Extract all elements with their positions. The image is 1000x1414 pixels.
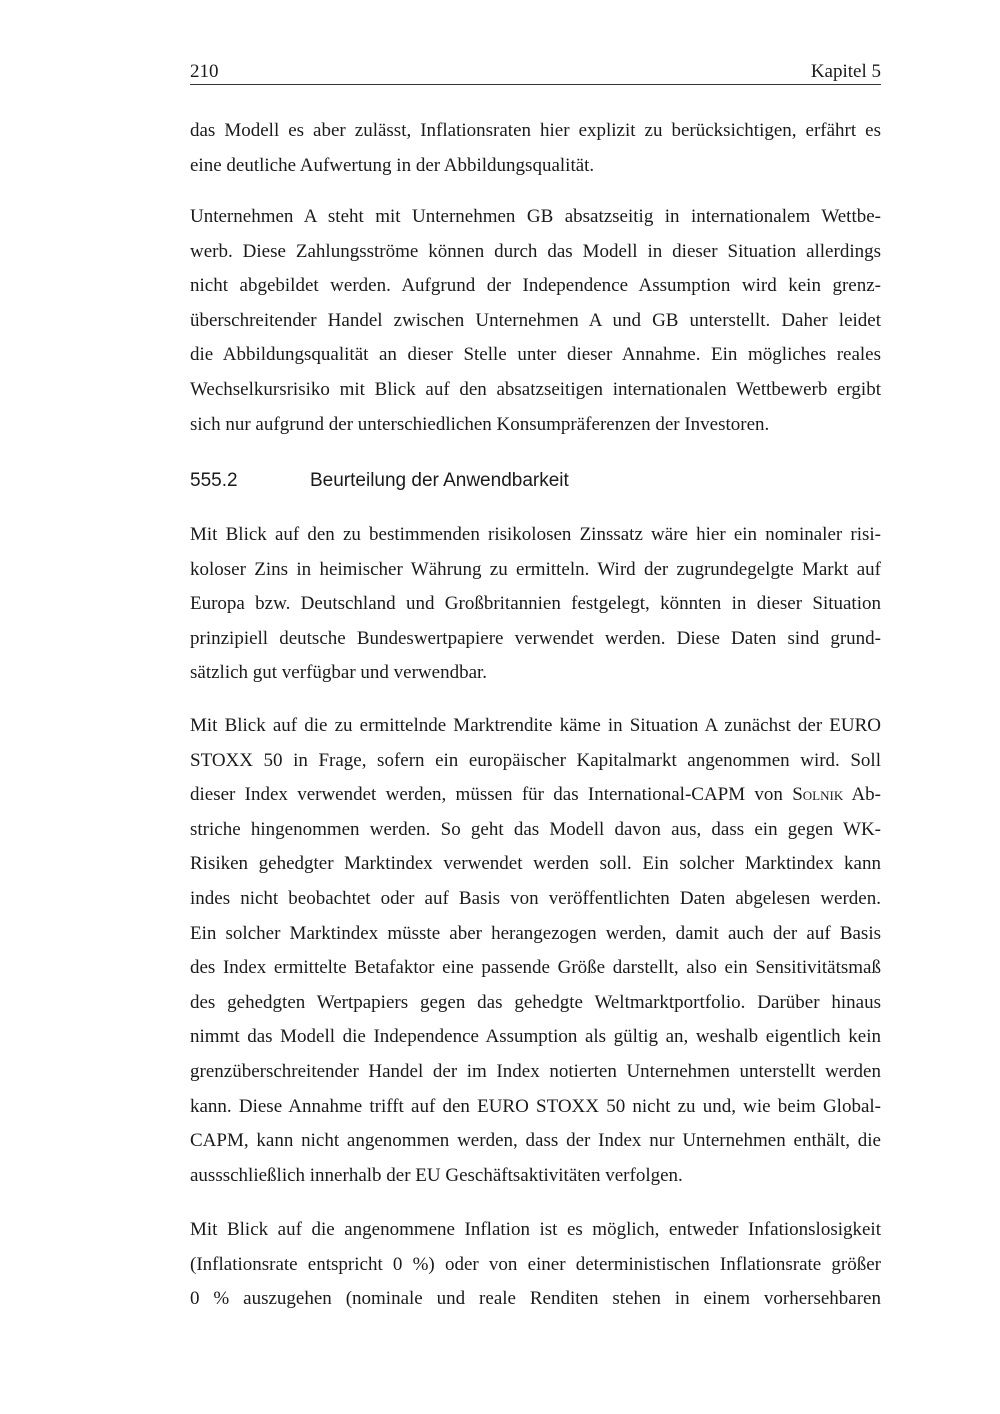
section-number: 555.2	[190, 470, 238, 491]
paragraph-inflation-assumption	[190, 1213, 881, 1317]
running-header	[190, 60, 881, 85]
text-line-with-author	[190, 778, 881, 813]
text-line: kann. Diese Annahme trifft auf den EURO STOXX 50 nicht zu und, wie beim Global-	[190, 1095, 881, 1117]
text-line: sich nur aufgrund der unterschiedlichen Konsumpräferenzen der Investoren.	[190, 413, 770, 435]
text-line: des Index ermittelte Betafaktor eine passende Größe darstellt, also ein Sensitivitätsmaß	[190, 957, 881, 979]
text-line: striche hingenommen werden. So geht das Modell davon aus, dass ein gegen WK-	[190, 818, 881, 840]
text-line: Mit Blick auf den zu bestimmenden risikolosen Zinssatz wäre hier ein nominaler risi-	[190, 524, 881, 545]
text-line: Europa bzw. Deutschland und Großbritannien festgelegt, könnten in dieser Situation	[190, 593, 881, 615]
text-line: CAPM, kann nicht angenommen werden, dass der Index nur Unternehmen enthält, die	[190, 1130, 881, 1152]
paragraph-inflation-intro	[190, 114, 881, 183]
text-line: überschreitender Handel zwischen Unternehmen A und GB unterstellt. Daher leidet	[190, 309, 881, 331]
text-line: Mit Blick auf die zu ermittelnde Marktrendite käme in Situation A zunächst der EURO	[190, 715, 881, 736]
text-line: Risiken gehedgter Marktindex verwendet werden soll. Ein solcher Marktindex kann	[190, 853, 881, 875]
text-line: prinzipiell deutsche Bundeswertpapiere verwendet werden. Diese Daten sind grund-	[190, 627, 881, 649]
text-line: Wechselkursrisiko mit Blick auf den absatzseitigen internationalen Wettbewerb ergibt	[190, 378, 881, 400]
section-title: Beurteilung der Anwendbarkeit	[310, 470, 569, 491]
text-line: werb. Diese Zahlungsströme können durch das Modell in dieser Situation allerdings	[190, 240, 881, 262]
text-line: das Modell es aber zulässt, Inflationsraten hier explizit zu berücksichtigen, erfährt es	[190, 120, 881, 141]
text-line: aussschließlich innerhalb der EU Geschäftsaktivitäten verfolgen.	[190, 1164, 683, 1186]
section-heading	[190, 468, 881, 494]
text-line: Mit Blick auf die angenommene Inflation ist es möglich, entweder Infationslosigkeit	[190, 1219, 881, 1240]
text-line: die Abbildungsqualität an dieser Stelle unter dieser Annahme. Ein mögliches reales	[190, 344, 881, 366]
text-fragment: Ab-	[843, 784, 882, 806]
chapter-label: Kapitel 5	[810, 61, 881, 82]
paragraph-market-return	[190, 709, 881, 1193]
text-line: nimmt das Modell die Independence Assumption als gültig an, weshalb eigentlich kein	[190, 1026, 881, 1048]
text-line: STOXX 50 in Frage, sofern ein europäischer Kapitalmarkt angenommen wird. Soll	[190, 749, 881, 771]
text-line: nicht abgebildet werden. Aufgrund der Independence Assumption wird kein grenz-	[190, 275, 881, 297]
text-fragment: dieser Index verwendet werden, müssen für das International-CAPM von	[190, 784, 793, 806]
text-line: sätzlich gut verfügbar und verwendbar.	[190, 662, 488, 684]
text-line: Ein solcher Marktindex müsste aber herangezogen werden, damit auch der auf Basis	[190, 922, 881, 944]
page-number: 210	[190, 61, 219, 82]
text-line: koloser Zins in heimischer Währung zu ermitteln. Wird der zugrundegelgte Markt auf	[190, 558, 881, 580]
text-line: des gehedgten Wertpapiers gegen das gehedgte Weltmarktportfolio. Darüber hinaus	[190, 991, 881, 1013]
text-line: Unternehmen A steht mit Unternehmen GB absatzseitig in internationalem Wettbe-	[190, 206, 881, 227]
text-line: 0 % auszugehen (nominale und reale Renditen stehen in einem vorhersehbaren	[190, 1288, 881, 1310]
text-line: eine deutliche Aufwertung in der Abbildungsqualität.	[190, 154, 595, 176]
text-line: indes nicht beobachtet oder auf Basis von veröffentlichten Daten abgelesen werden.	[190, 887, 881, 909]
text-line: (Inflationsrate entspricht 0 %) oder von einer deterministischen Inflationsrate größer	[190, 1253, 881, 1275]
author-name: Solnik	[792, 784, 844, 806]
text-line: grenzüberschreitender Handel der im Index notierten Unternehmen unterstellt werden	[190, 1060, 881, 1082]
paragraph-riskfree-rate	[190, 518, 881, 691]
paragraph-competition	[190, 200, 881, 442]
